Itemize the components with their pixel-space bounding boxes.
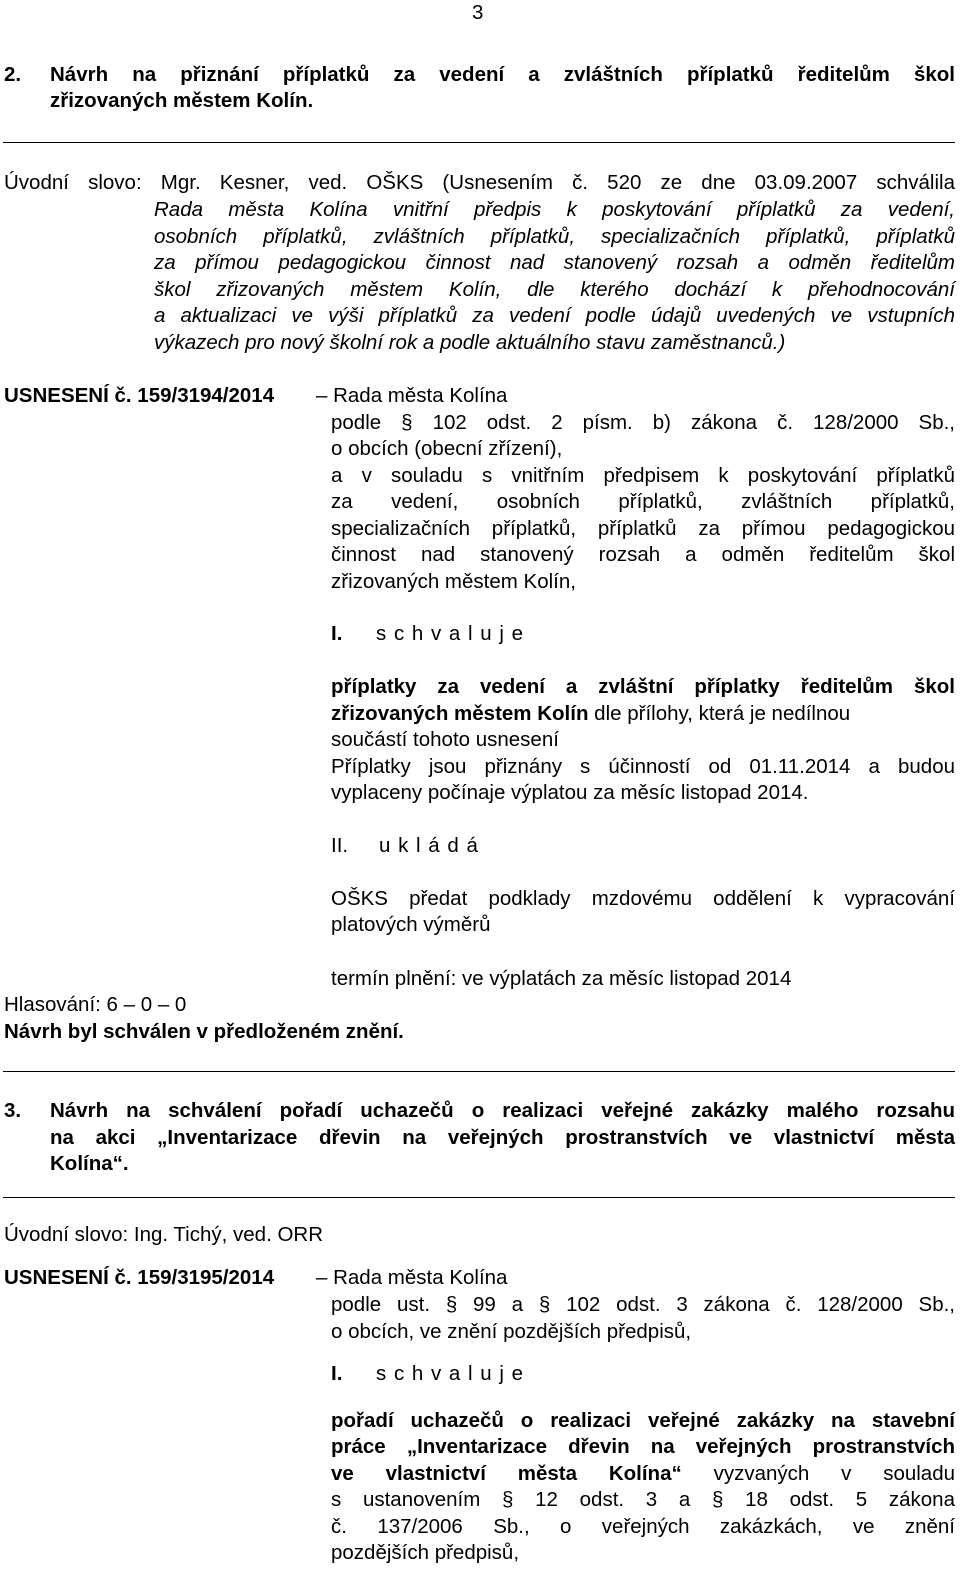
item2-legal-5: specializačních příplatků, příplatků za přímou pedagogickou <box>331 517 955 540</box>
item3-resolution-label: USNESENÍ č. 159/3195/2014 <box>4 1266 275 1289</box>
item2-approve-roman: I. <box>331 622 343 645</box>
item2-approve-line3: součástí tohoto usnesení <box>331 728 559 751</box>
page-number: 3 <box>472 1 484 24</box>
item3-approve-line3 <box>331 1461 955 1487</box>
item3-title-line3: Kolína“. <box>50 1152 129 1175</box>
item2-approve-line2 <box>331 701 955 727</box>
separator-line <box>3 1071 955 1072</box>
item2-number: 2. <box>4 63 22 86</box>
item3-legal-2: o obcích, ve znění pozdějších předpisů, <box>331 1320 692 1343</box>
item2-legal-3: a v souladu s vnitřním předpisem k poskytování příplatků <box>331 464 955 487</box>
item3-approve-word: s c h v a l u j e <box>376 1362 525 1385</box>
item2-approve-line4: Příplatky jsou přiznány s účinností od 01.11.2014 a budou <box>331 755 955 778</box>
item2-intro: Úvodní slovo: Mgr. Kesner, ved. OŠKS (Usnesením č. 520 ze dne 03.09.2007 schválila <box>4 171 955 194</box>
item3-approve-line4: s ustanovením § 12 odst. 3 a § 18 odst. 5 zákona <box>331 1488 955 1511</box>
separator-line <box>3 1197 955 1198</box>
item2-intro-italic-4: škol zřizovaných městem Kolín, dle kterého dochází k přehodnocování <box>154 278 955 301</box>
item2-legal-7: zřizovaných městem Kolín, <box>331 570 576 593</box>
item2-intro-italic-2: osobních příplatků, zvláštních příplatků, specializačních příplatků, příplatků <box>154 225 955 248</box>
item3-approve-bold-line2: práce „Inventarizace dřevin na veřejných prostranstvích <box>331 1435 955 1458</box>
item2-title-line2: zřizovaných městem Kolín. <box>50 89 314 112</box>
item3-title-line1: Návrh na schválení pořadí uchazečů o realizaci veřejné zakázky malého rozsahu <box>50 1099 955 1122</box>
item2-legal-6: činnost nad stanovený rozsah a odměn ředitelům škol <box>331 543 955 566</box>
separator-line <box>3 142 955 143</box>
item2-approve-word: s c h v a l u j e <box>376 622 525 645</box>
item2-task-line2: platových výměrů <box>331 913 491 936</box>
item2-task-roman: II. <box>331 834 349 857</box>
item2-legal-4: za vedení, osobních příplatků, zvláštních příplatků, <box>331 490 955 513</box>
item3-approve-bold-line3: ve vlastnictví města Kolína“ <box>331 1462 682 1485</box>
item3-resolution-body: – Rada města Kolína <box>316 1266 508 1289</box>
item2-result: Návrh byl schválen v předloženém znění. <box>4 1020 404 1043</box>
item2-deadline: termín plnění: ve výplatách za měsíc listopad 2014 <box>331 967 792 990</box>
item2-legal-2: o obcích (obecní zřízení), <box>331 437 563 460</box>
item2-intro-italic-6: výkazech pro nový školní rok a podle aktuálního stavu zaměstnanců.) <box>154 331 786 354</box>
item2-resolution-body: – Rada města Kolína <box>316 384 508 407</box>
item2-title-line1: Návrh na přiznání příplatků za vedení a zvláštních příplatků ředitelům škol <box>50 63 955 86</box>
item3-approve-line6: pozdějších předpisů, <box>331 1541 520 1564</box>
item3-approve-rest-line3: vyzvaných v souladu <box>681 1462 955 1485</box>
item2-intro-italic-1: Rada města Kolína vnitřní předpis k poskytování příplatků za vedení, <box>154 198 955 221</box>
item3-approve-roman: I. <box>331 1362 343 1385</box>
item2-approve-line5: vyplaceny počínaje výplatou za měsíc listopad 2014. <box>331 781 809 804</box>
item3-title-line2: na akci „Inventarizace dřevin na veřejných prostranstvích ve vlastnictví města <box>50 1126 955 1149</box>
item2-approve-bold-line2: zřizovaných městem Kolín <box>331 702 589 725</box>
item3-intro: Úvodní slovo: Ing. Tichý, ved. ORR <box>4 1223 324 1246</box>
item2-vote: Hlasování: 6 – 0 – 0 <box>4 993 187 1016</box>
item2-intro-italic-5: a aktualizaci ve výši příplatků za vedení podle údajů uvedených ve vstupních <box>154 304 955 327</box>
item2-approve-rest-line2: dle přílohy, která je nedílnou <box>588 702 851 725</box>
item3-approve-line5: č. 137/2006 Sb., o veřejných zakázkách, ve znění <box>331 1515 955 1538</box>
item3-approve-bold-line1: pořadí uchazečů o realizaci veřejné zakázky na stavební <box>331 1409 955 1432</box>
item2-intro-italic-3: za přímou pedagogickou činnost nad stanovený rozsah a odměn ředitelům <box>154 251 955 274</box>
item2-legal-1: podle § 102 odst. 2 písm. b) zákona č. 128/2000 Sb., <box>331 411 955 434</box>
item3-number: 3. <box>4 1099 22 1122</box>
item2-task-word: u k l á d á <box>379 834 479 857</box>
item2-task-line1: OŠKS předat podklady mzdovému oddělení k vypracování <box>331 887 955 910</box>
item3-legal-1: podle ust. § 99 a § 102 odst. 3 zákona č. 128/2000 Sb., <box>331 1293 955 1316</box>
item2-resolution-label: USNESENÍ č. 159/3194/2014 <box>4 384 275 407</box>
item2-approve-bold-line1: příplatky za vedení a zvláštní příplatky ředitelům škol <box>331 675 955 698</box>
